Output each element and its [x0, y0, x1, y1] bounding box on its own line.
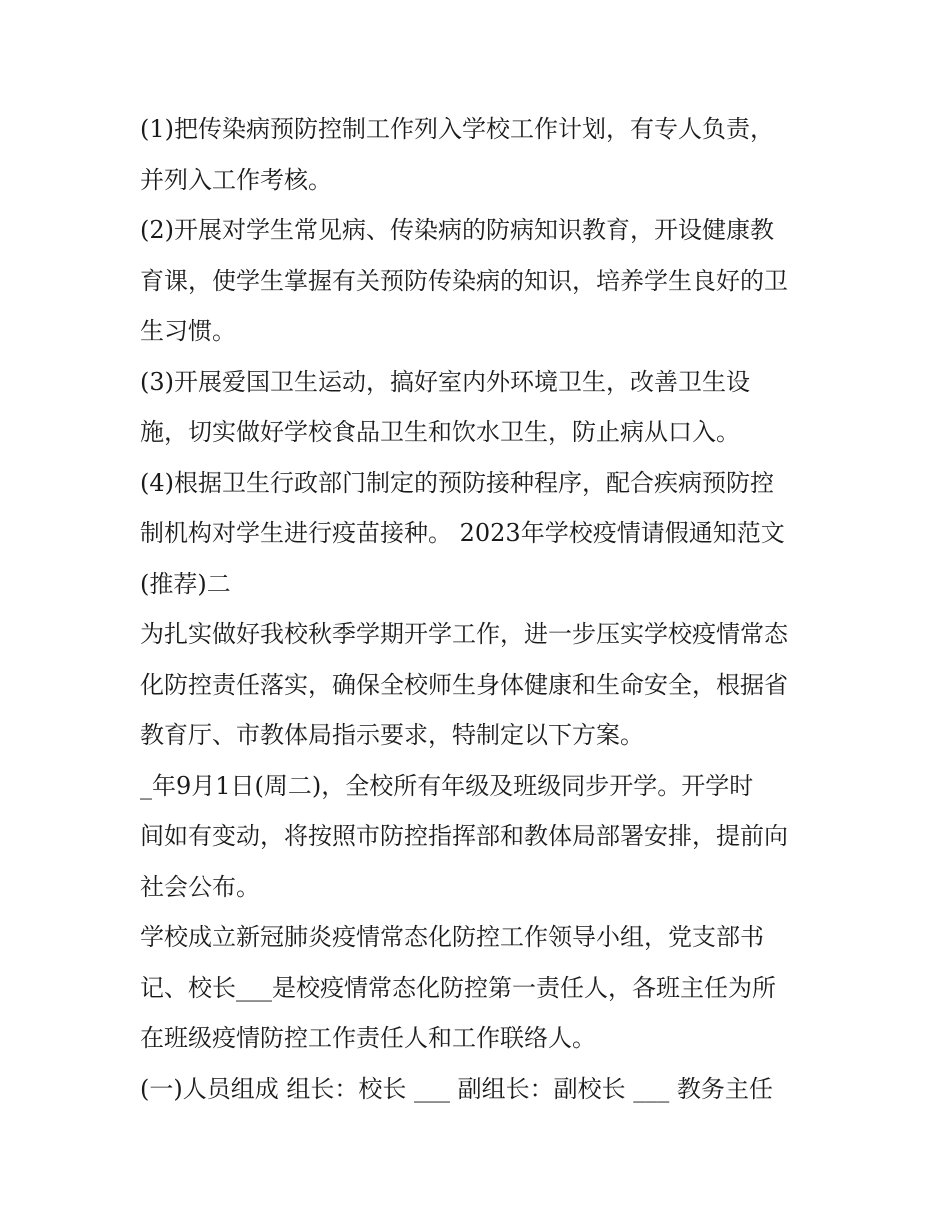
text-line: 记、校长___是校疫情常态化防控第一责任人，各班主任为所: [140, 973, 776, 1002]
text-line: (3)开展爱国卫生运动，搞好室内外环境卫生，改善卫生设: [140, 367, 750, 396]
text-line: 化防控责任落实，确保全校师生身体健康和生命安全，根据省: [140, 670, 788, 699]
text-line: 施，切实做好学校食品卫生和饮水卫生，防止病从口入。: [140, 418, 740, 446]
text-line: 为扎实做好我校秋季学期开学工作，进一步压实学校疫情常态: [140, 620, 788, 648]
text-line: 育课，使学生掌握有关预防传染病的知识，培养学生良好的卫: [140, 266, 788, 295]
text-line: 并列入工作考核。: [140, 165, 332, 194]
text-line: 教育厅、市教体局指示要求，特制定以下方案。: [140, 721, 644, 749]
text-line: (1)把传染病预防控制工作列入学校工作计划，有专人负责，: [140, 115, 774, 143]
text-line: (一)人员组成 组长：校长 ___ 副组长：副校长 ___ 教务主任: [140, 1074, 773, 1103]
text-line: 制机构对学生进行疫苗接种。 2023年学校疫情请假通知范文: [140, 519, 785, 547]
text-line: _年9月1日(周二)，全校所有年级及班级同步开学。开学时: [140, 771, 754, 800]
text-line: 生习惯。: [140, 317, 236, 345]
text-line: 间如有变动，将按照市防控指挥部和教体局部署安排，提前向: [140, 822, 788, 850]
text-line: (推荐)二: [140, 569, 231, 598]
text-line: 学校成立新冠肺炎疫情常态化防控工作领导小组，党支部书: [140, 923, 764, 951]
document-body: [140, 104, 820, 1114]
text-line: (4)根据卫生行政部门制定的预防接种程序，配合疾病预防控: [140, 468, 774, 497]
text-line: 社会公布。: [140, 872, 260, 901]
text-line: 在班级疫情防控工作责任人和工作联络人。: [140, 1024, 596, 1052]
text-line: (2)开展对学生常见病、传染病的防病知识教育，开设健康教: [140, 216, 774, 244]
